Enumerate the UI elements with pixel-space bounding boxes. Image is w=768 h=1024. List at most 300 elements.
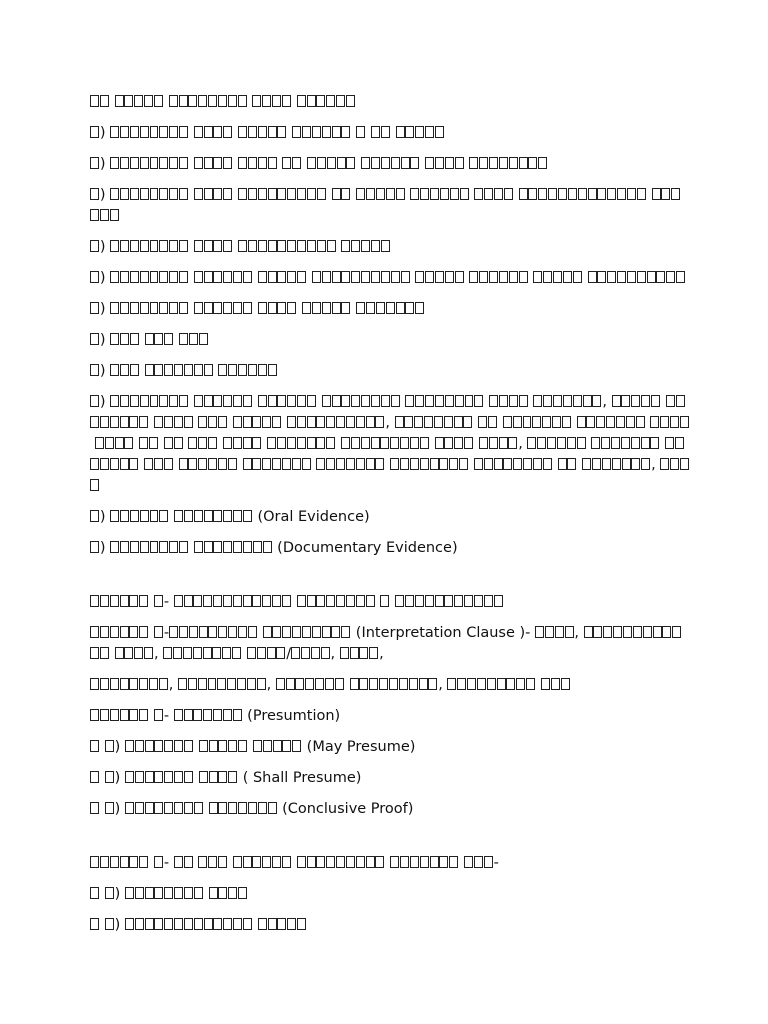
unrendered-text-run (125, 770, 194, 786)
missing-glyph-box (613, 626, 622, 637)
missing-glyph-box (253, 740, 262, 751)
missing-glyph-box (351, 240, 360, 251)
text-run: ) (99, 332, 111, 348)
missing-glyph-box (325, 678, 334, 689)
unrendered-text-run (591, 436, 660, 452)
unrendered-text-run (464, 855, 494, 871)
missing-glyph-box (460, 188, 469, 199)
missing-glyph-box (282, 157, 291, 168)
missing-glyph-box (110, 541, 119, 552)
missing-glyph-box (390, 458, 399, 469)
missing-glyph-box (459, 458, 468, 469)
missing-glyph-box (134, 647, 143, 658)
missing-glyph-box (479, 271, 488, 282)
missing-glyph-box (169, 626, 178, 637)
missing-glyph-box (130, 126, 139, 137)
unrendered-text-run (169, 625, 258, 641)
missing-glyph-box (415, 395, 424, 406)
missing-glyph-box (568, 188, 577, 199)
missing-glyph-box (409, 678, 418, 689)
missing-glyph-box (276, 647, 285, 658)
missing-glyph-box (90, 740, 99, 751)
missing-glyph-box (282, 740, 291, 751)
missing-glyph-box (90, 333, 99, 344)
missing-glyph-box (341, 395, 350, 406)
document-paragraph (90, 507, 690, 528)
missing-glyph-box (479, 437, 488, 448)
missing-glyph-box (110, 678, 119, 689)
missing-glyph-box (130, 240, 139, 251)
missing-glyph-box (208, 416, 217, 427)
missing-glyph-box (120, 709, 129, 720)
missing-glyph-box (208, 95, 217, 106)
unrendered-text-run (533, 270, 582, 286)
missing-glyph-box (120, 188, 129, 199)
unrendered-text-run (395, 594, 503, 610)
missing-glyph-box (336, 595, 345, 606)
missing-glyph-box (135, 771, 144, 782)
missing-glyph-box (129, 709, 138, 720)
missing-glyph-box (139, 416, 148, 427)
missing-glyph-box (272, 95, 281, 106)
text-run: , (385, 415, 395, 431)
missing-glyph-box (276, 678, 285, 689)
text-run: ) (99, 125, 111, 141)
unrendered-text-run (110, 363, 140, 379)
missing-glyph-box (130, 302, 139, 313)
missing-glyph-box (464, 856, 473, 867)
missing-glyph-box (577, 437, 586, 448)
missing-glyph-box (519, 271, 528, 282)
missing-glyph-box (184, 740, 193, 751)
missing-glyph-box (120, 271, 129, 282)
missing-glyph-box (257, 647, 266, 658)
missing-glyph-box (607, 188, 616, 199)
missing-glyph-box (233, 395, 242, 406)
missing-glyph-box (199, 333, 208, 344)
missing-glyph-box (194, 271, 203, 282)
missing-glyph-box (257, 678, 266, 689)
missing-glyph-box (218, 856, 227, 867)
missing-glyph-box (366, 595, 375, 606)
missing-glyph-box (252, 595, 261, 606)
missing-glyph-box (660, 416, 669, 427)
missing-glyph-box (218, 458, 227, 469)
missing-glyph-box (272, 595, 281, 606)
missing-glyph-box (90, 647, 99, 658)
missing-glyph-box (140, 395, 149, 406)
missing-glyph-box (346, 856, 355, 867)
missing-glyph-box (425, 126, 434, 137)
missing-glyph-box (223, 510, 232, 521)
missing-glyph-box (145, 740, 154, 751)
missing-glyph-box (282, 595, 291, 606)
unrendered-text-run (90, 332, 100, 348)
missing-glyph-box (425, 595, 434, 606)
missing-glyph-box (425, 157, 434, 168)
missing-glyph-box (390, 856, 399, 867)
missing-glyph-box (163, 647, 172, 658)
missing-glyph-box (193, 647, 202, 658)
unrendered-text-run (110, 270, 189, 286)
unrendered-text-run (582, 457, 651, 473)
unrendered-text-run (90, 708, 149, 724)
missing-glyph-box (164, 771, 173, 782)
missing-glyph-box (474, 458, 483, 469)
missing-glyph-box (228, 802, 237, 813)
unrendered-text-run (282, 156, 302, 172)
document-paragraph (90, 392, 690, 497)
missing-glyph-box (390, 437, 399, 448)
unrendered-text-run (154, 708, 164, 724)
missing-glyph-box (268, 240, 277, 251)
text-run: ) (99, 239, 111, 255)
missing-glyph-box (670, 458, 679, 469)
missing-glyph-box (213, 395, 222, 406)
missing-glyph-box (110, 333, 119, 344)
missing-glyph-box (350, 678, 359, 689)
missing-glyph-box (90, 856, 99, 867)
missing-glyph-box (129, 626, 138, 637)
unrendered-text-run (194, 270, 253, 286)
missing-glyph-box (145, 887, 154, 898)
unrendered-text-run (105, 917, 115, 933)
missing-glyph-box (174, 510, 183, 521)
missing-glyph-box (526, 678, 535, 689)
missing-glyph-box (130, 157, 139, 168)
unrendered-text-run (302, 301, 351, 317)
missing-glyph-box (252, 416, 261, 427)
missing-glyph-box (150, 510, 159, 521)
missing-glyph-box (174, 595, 183, 606)
missing-glyph-box (543, 271, 552, 282)
missing-glyph-box (233, 416, 242, 427)
missing-glyph-box (631, 437, 640, 448)
missing-glyph-box (110, 364, 119, 375)
missing-glyph-box (440, 188, 449, 199)
missing-glyph-box (268, 802, 277, 813)
missing-glyph-box (351, 395, 360, 406)
unrendered-text-run (174, 509, 253, 525)
missing-glyph-box (327, 157, 336, 168)
missing-glyph-box (100, 416, 109, 427)
missing-glyph-box (184, 709, 193, 720)
unrendered-text-run (174, 855, 194, 871)
missing-glyph-box (297, 188, 306, 199)
document-paragraph (90, 706, 690, 727)
missing-glyph-box (100, 595, 109, 606)
unrendered-text-run (312, 270, 410, 286)
missing-glyph-box (555, 626, 564, 637)
missing-glyph-box (351, 437, 360, 448)
missing-glyph-box (238, 887, 247, 898)
missing-glyph-box (90, 302, 99, 313)
missing-glyph-box (154, 887, 163, 898)
missing-glyph-box (218, 364, 227, 375)
missing-glyph-box (204, 157, 213, 168)
missing-glyph-box (399, 678, 408, 689)
missing-glyph-box (528, 157, 537, 168)
missing-glyph-box (203, 647, 212, 658)
missing-glyph-box (110, 626, 119, 637)
missing-glyph-box (588, 271, 597, 282)
unrendered-text-run (163, 646, 242, 662)
document-paragraph (90, 675, 690, 696)
missing-glyph-box (439, 458, 448, 469)
missing-glyph-box (292, 157, 301, 168)
missing-glyph-box (666, 395, 675, 406)
missing-glyph-box (346, 95, 355, 106)
missing-glyph-box (341, 188, 350, 199)
unrendered-text-run (90, 239, 100, 255)
missing-glyph-box (553, 271, 562, 282)
missing-glyph-box (558, 458, 567, 469)
missing-glyph-box (607, 271, 616, 282)
missing-glyph-box (297, 395, 306, 406)
missing-glyph-box (140, 157, 149, 168)
missing-glyph-box (391, 395, 400, 406)
missing-glyph-box (105, 887, 114, 898)
unrendered-text-run (110, 125, 189, 141)
missing-glyph-box (386, 188, 395, 199)
missing-glyph-box (563, 395, 572, 406)
missing-glyph-box (218, 416, 227, 427)
missing-glyph-box (228, 364, 237, 375)
missing-glyph-box (591, 437, 600, 448)
unrendered-text-run (90, 509, 100, 525)
missing-glyph-box (282, 856, 291, 867)
missing-glyph-box (592, 458, 601, 469)
missing-glyph-box (326, 95, 335, 106)
missing-glyph-box (203, 595, 212, 606)
text-run: / (286, 646, 292, 662)
missing-glyph-box (223, 595, 232, 606)
unrendered-text-run (209, 801, 278, 817)
missing-glyph-box (184, 510, 193, 521)
missing-glyph-box (120, 240, 129, 251)
missing-glyph-box (272, 856, 281, 867)
unrendered-text-run (198, 415, 228, 431)
missing-glyph-box (557, 437, 566, 448)
missing-glyph-box (178, 678, 187, 689)
missing-glyph-box (282, 95, 291, 106)
missing-glyph-box (179, 541, 188, 552)
missing-glyph-box (277, 240, 286, 251)
missing-glyph-box (204, 302, 213, 313)
missing-glyph-box (489, 437, 498, 448)
missing-glyph-box (474, 595, 483, 606)
missing-glyph-box (233, 595, 242, 606)
unrendered-text-run (650, 415, 689, 431)
unrendered-text-run (198, 855, 228, 871)
missing-glyph-box (213, 271, 222, 282)
missing-glyph-box (277, 188, 286, 199)
missing-glyph-box (159, 157, 168, 168)
missing-glyph-box (455, 395, 464, 406)
unrendered-text-run (188, 436, 218, 452)
missing-glyph-box (223, 188, 232, 199)
missing-glyph-box (287, 416, 296, 427)
missing-glyph-box (617, 271, 626, 282)
missing-glyph-box (277, 395, 286, 406)
missing-glyph-box (179, 271, 188, 282)
unrendered-text-run (489, 394, 528, 410)
missing-glyph-box (391, 157, 400, 168)
missing-glyph-box (110, 188, 119, 199)
missing-glyph-box (336, 458, 345, 469)
text-run: ) (114, 917, 125, 933)
unrendered-text-run (287, 415, 385, 431)
missing-glyph-box (233, 510, 242, 521)
missing-glyph-box (217, 678, 226, 689)
unrendered-text-run (90, 739, 100, 755)
missing-glyph-box (124, 437, 133, 448)
unrendered-text-run (194, 187, 233, 203)
unrendered-text-run (356, 125, 366, 141)
unrendered-text-run (199, 739, 248, 755)
missing-glyph-box (159, 395, 168, 406)
missing-glyph-box (159, 678, 168, 689)
missing-glyph-box (209, 771, 218, 782)
missing-glyph-box (371, 126, 380, 137)
missing-glyph-box (277, 271, 286, 282)
missing-glyph-box (262, 95, 271, 106)
missing-glyph-box (140, 541, 149, 552)
missing-glyph-box (268, 188, 277, 199)
missing-glyph-box (193, 709, 202, 720)
missing-glyph-box (405, 302, 414, 313)
missing-glyph-box (263, 541, 272, 552)
missing-glyph-box (223, 271, 232, 282)
missing-glyph-box (194, 918, 203, 929)
missing-glyph-box (125, 771, 134, 782)
unrendered-text-run (238, 125, 287, 141)
missing-glyph-box (90, 416, 99, 427)
text-run: (Documentary Evidence) (272, 540, 458, 556)
missing-glyph-box (561, 678, 570, 689)
unrendered-text-run (194, 394, 253, 410)
missing-glyph-box (238, 626, 247, 637)
missing-glyph-box (332, 395, 341, 406)
missing-glyph-box (252, 856, 261, 867)
unrendered-text-run (263, 625, 352, 641)
missing-glyph-box (582, 458, 591, 469)
missing-glyph-box (312, 302, 321, 313)
missing-glyph-box (537, 437, 546, 448)
missing-glyph-box (198, 856, 207, 867)
missing-glyph-box (209, 802, 218, 813)
missing-glyph-box (307, 95, 316, 106)
missing-glyph-box (238, 157, 247, 168)
text-run: ( Shall Presume) (238, 770, 362, 786)
missing-glyph-box (277, 918, 286, 929)
missing-glyph-box (662, 626, 671, 637)
missing-glyph-box (248, 626, 257, 637)
missing-glyph-box (198, 678, 207, 689)
missing-glyph-box (90, 802, 99, 813)
missing-glyph-box (198, 416, 207, 427)
missing-glyph-box (179, 95, 188, 106)
unrendered-text-run (340, 646, 379, 662)
missing-glyph-box (263, 740, 272, 751)
missing-glyph-box (464, 437, 473, 448)
missing-glyph-box (258, 918, 267, 929)
document-paragraph (90, 538, 690, 559)
missing-glyph-box (577, 416, 586, 427)
missing-glyph-box (509, 157, 518, 168)
missing-glyph-box (228, 771, 237, 782)
missing-glyph-box (204, 364, 213, 375)
missing-glyph-box (169, 95, 178, 106)
text-run: ) (114, 801, 125, 817)
missing-glyph-box (105, 918, 114, 929)
missing-glyph-box (204, 240, 213, 251)
unrendered-text-run (238, 239, 336, 255)
missing-glyph-box (381, 271, 390, 282)
missing-glyph-box (287, 271, 296, 282)
unrendered-text-run (447, 677, 536, 693)
missing-glyph-box (120, 302, 129, 313)
missing-glyph-box (184, 771, 193, 782)
missing-glyph-box (164, 458, 173, 469)
missing-glyph-box (159, 510, 168, 521)
unrendered-text-run (90, 625, 149, 641)
missing-glyph-box (434, 416, 443, 427)
missing-glyph-box (474, 395, 483, 406)
missing-glyph-box (189, 626, 198, 637)
missing-glyph-box (90, 95, 99, 106)
missing-glyph-box (145, 333, 154, 344)
missing-glyph-box (233, 918, 242, 929)
missing-glyph-box (243, 510, 252, 521)
unrendered-text-run (145, 363, 214, 379)
missing-glyph-box (415, 595, 424, 606)
missing-glyph-box (405, 395, 414, 406)
missing-glyph-box (301, 647, 310, 658)
missing-glyph-box (621, 437, 630, 448)
missing-glyph-box (297, 416, 306, 427)
text-run: - (163, 625, 170, 641)
text-run: , (168, 677, 178, 693)
unrendered-text-run (125, 917, 253, 933)
unrendered-text-run (105, 801, 115, 817)
missing-glyph-box (90, 771, 99, 782)
missing-glyph-box (494, 595, 503, 606)
unrendered-text-run (405, 394, 484, 410)
missing-glyph-box (366, 302, 375, 313)
missing-glyph-box (541, 678, 550, 689)
missing-glyph-box (381, 240, 390, 251)
missing-glyph-box (424, 416, 433, 427)
missing-glyph-box (159, 188, 168, 199)
missing-glyph-box (287, 240, 296, 251)
missing-glyph-box (428, 678, 437, 689)
text-run: , (266, 677, 276, 693)
missing-glyph-box (519, 395, 528, 406)
missing-glyph-box (150, 126, 159, 137)
missing-glyph-box (404, 416, 413, 427)
missing-glyph-box (454, 595, 463, 606)
missing-glyph-box (228, 95, 237, 106)
missing-glyph-box (312, 626, 321, 637)
missing-glyph-box (154, 709, 163, 720)
unrendered-text-run (110, 156, 189, 172)
missing-glyph-box (538, 188, 547, 199)
missing-glyph-box (588, 188, 597, 199)
unrendered-text-run (90, 301, 100, 317)
missing-glyph-box (248, 157, 257, 168)
missing-glyph-box (410, 157, 419, 168)
